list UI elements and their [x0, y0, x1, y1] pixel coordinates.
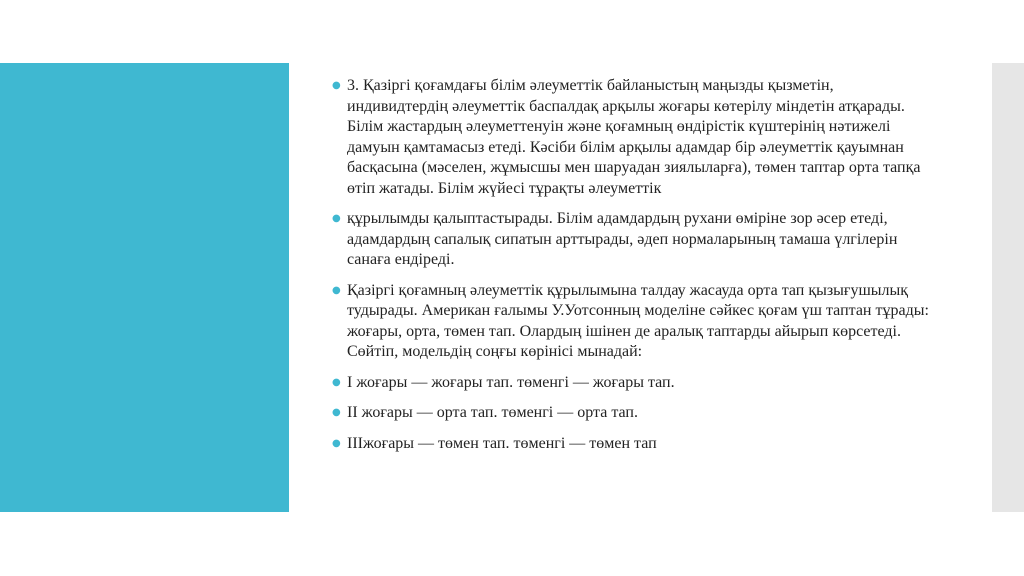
list-item-text: ІІ жоғары — орта тап. төменгі — орта тап. [347, 404, 638, 421]
list-item-text: ІІІжоғары — төмен тап. төменгі — төмен тап [347, 434, 657, 452]
list-item-text: Қазіргі қоғамның әлеуметтік құрылымына талдау жасауда орта тап қызығушылық тудырады. Американ ғалымы У.Уотсонның моделіне сәйкес қоғам үш таптан тұрады: жоғары, орта, төмен тап. Олардың ішінен де аралық таптарды айырып көрсетеді. Сөйтіп, модельдің соңғы көрінісі мынадай: [347, 281, 929, 360]
bullet-dot-icon: ● [332, 376, 341, 388]
list-item [330, 403, 930, 424]
list-item-text: құрылымды қалыптастырады. Білім адамдардың рухани өміріне зор әсер етеді, адамдардың сапалық сипатын арттырады, әдеп нормаларының тамаша үлгілерін санаға ендіреді. [347, 210, 898, 268]
bullet-dot-icon: ● [332, 284, 341, 296]
list-item-text: 3. Қазіргі қоғамдағы білім әлеуметтік байланыстың маңызды қызметін, индивидтердің әлеуметтік баспалдақ арқылы жоғары көтерілу міндетін атқарады. Білім жастардың әлеуметтенуін және қоғамның өндірістік күштерінің нәтижелі дамуын қамтамасыз етеді. Кәсіби білім арқылы адамдар бір әлеуметтік қауымнан басқасына (мәселен, жұмысшы мен шаруадан зиялыларға), төмен таптар орта тапқа өтіп жатады. Білім жүйесі тұрақты әлеуметтік [347, 77, 921, 197]
list-item-text: І жоғары — жоғары тап. төменгі — жоғары тап. [347, 373, 675, 391]
list-item [330, 434, 930, 455]
side-strip [992, 63, 1024, 512]
bullet-dot-icon: ● [332, 80, 341, 91]
bullet-dot-icon: ● [332, 407, 341, 418]
bullet-dot-icon: ● [332, 213, 341, 224]
list-item [330, 76, 930, 199]
bullet-dot-icon: ● [332, 437, 341, 449]
accent-block [0, 63, 289, 512]
list-item [330, 281, 930, 363]
list-item [330, 373, 930, 394]
bullet-list [330, 76, 930, 454]
list-item [330, 209, 930, 271]
